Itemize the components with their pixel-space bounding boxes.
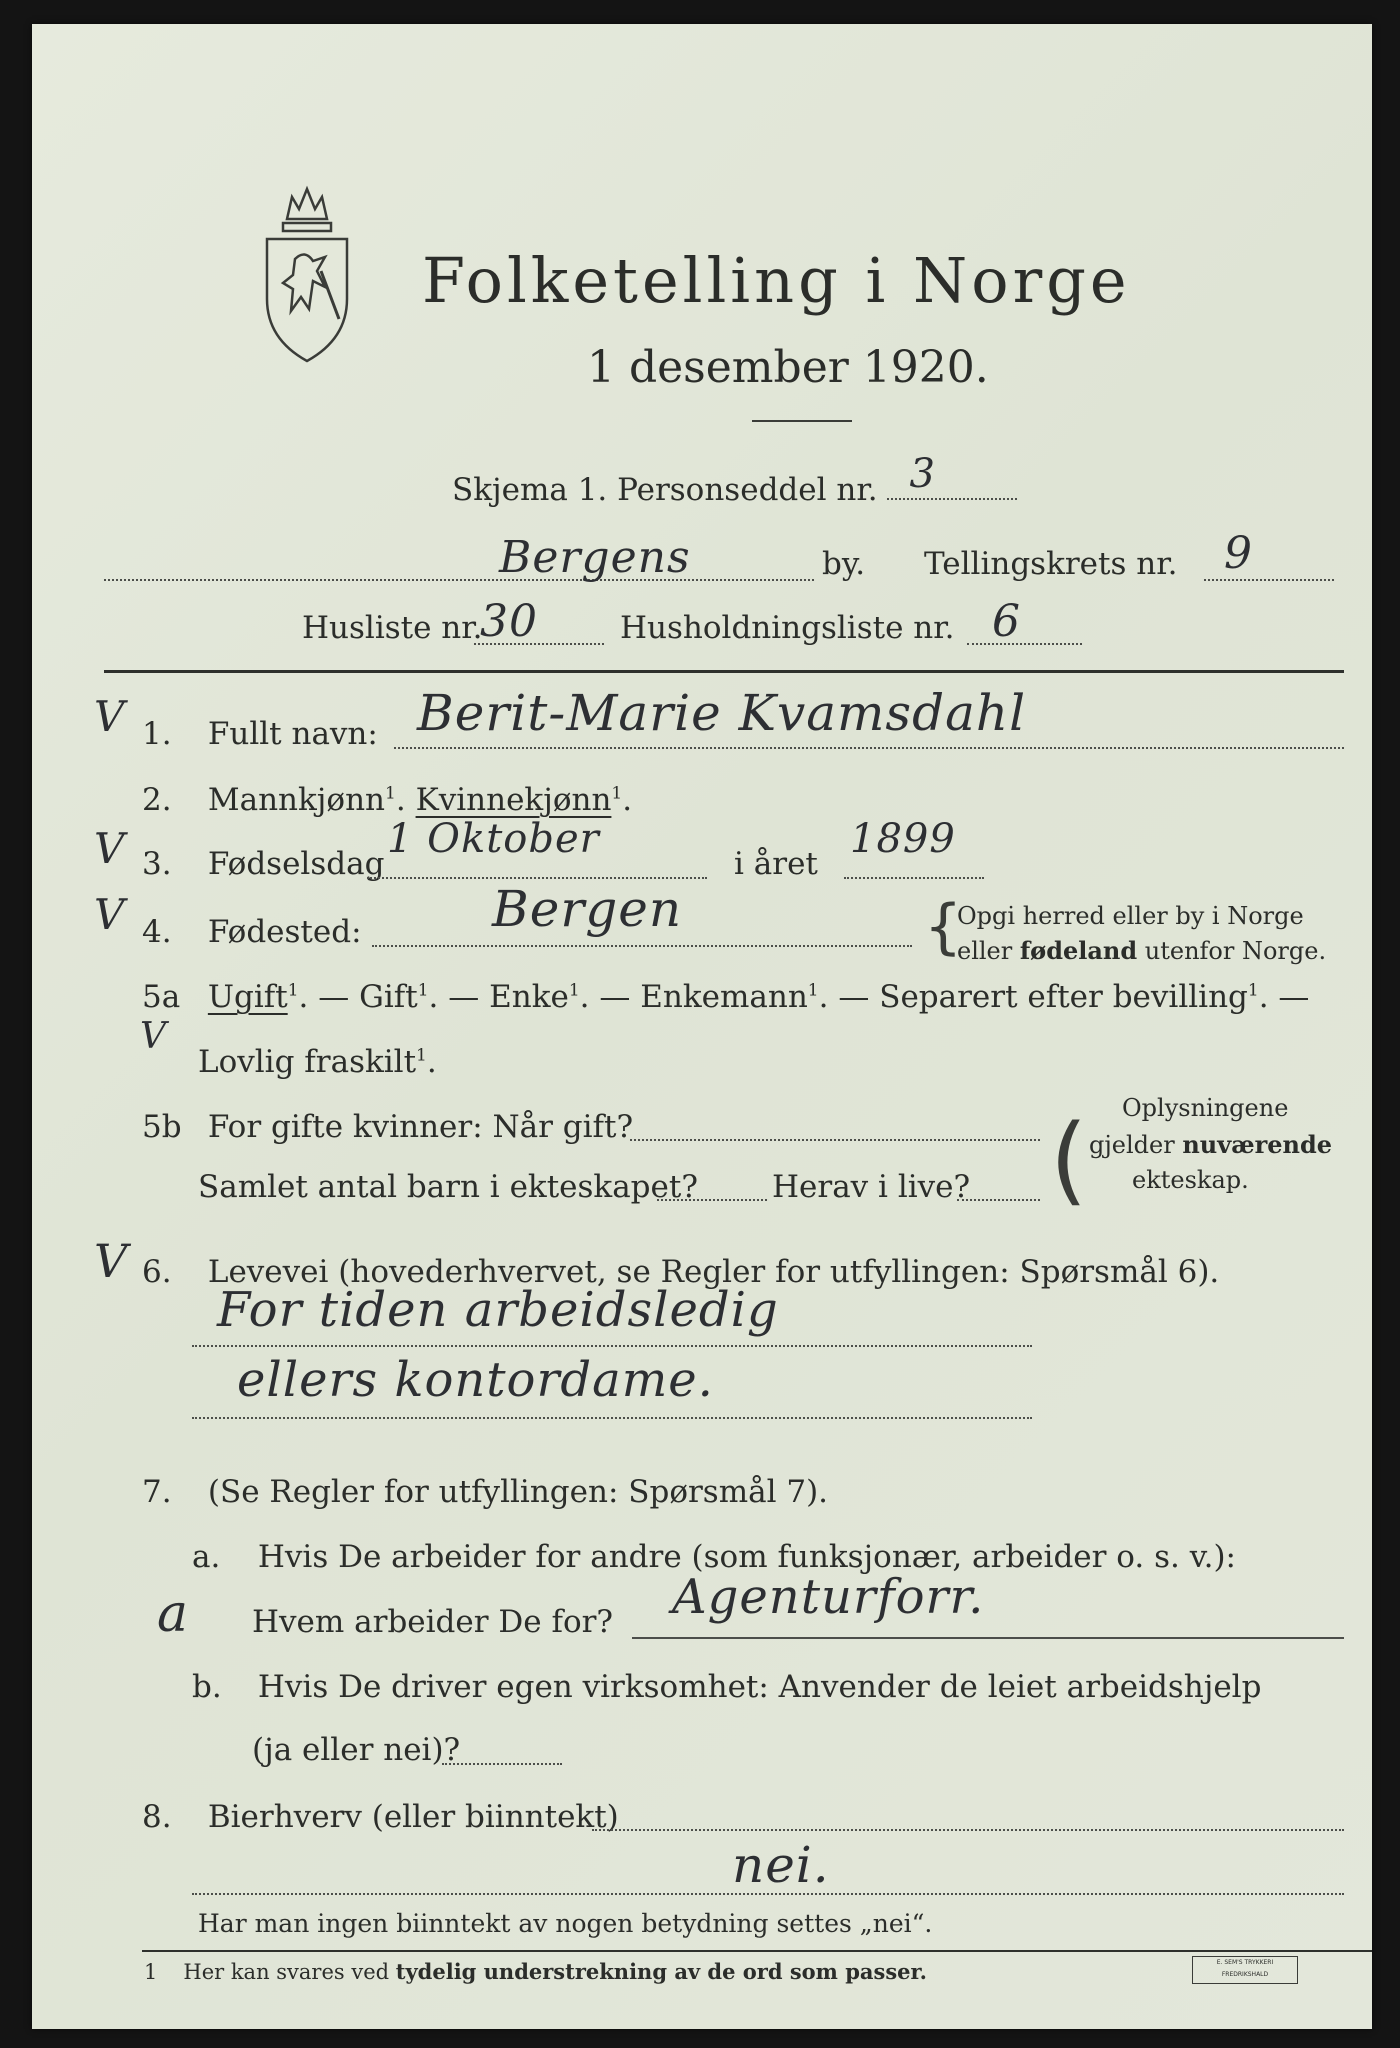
check-mark-q1: V [94,692,126,741]
birth-year-field[interactable] [844,876,984,879]
personseddel-nr: 3 [909,451,936,497]
option-lovlig-fraskilt[interactable]: Lovlig fraskilt [198,1044,417,1080]
footnote: 1 Her kan svares ved tydelig understrekning av de ord som passer. [144,1959,927,1984]
q4-number: 4. [142,914,172,950]
husliste-nr: 30 [480,596,538,647]
personseddel-nr-field[interactable] [887,451,1017,500]
option-enke[interactable]: Enke [489,979,569,1015]
q7b-question: (ja eller nei)? [252,1732,461,1768]
tellingskrets-nr: 9 [1224,528,1253,579]
q7a-text: Hvis De arbeider for andre (som funksjonær, arbeider o. s. v.): [257,1539,1236,1575]
footnote-mark: 1 [144,1960,158,1984]
q5b-label-children: Samlet antal barn i ekteskapet? [198,1169,698,1205]
occupation-answer-line1: For tiden arbeidsledig [217,1282,779,1338]
q4-label: Fødested: [207,914,362,950]
q2-number: 2. [142,782,172,818]
employer-answer: Agenturforr. [672,1569,985,1625]
q1-number: 1. [142,716,172,752]
check-mark-q5a: V [140,1016,167,1057]
q5b-note-brace: ( [1050,1104,1088,1216]
census-form-sheet: Folketelling i Norge 1 desember 1920. Skjema 1. Personseddel nr. 3 Bergens by. Tellingskrets nr. 9 Husliste nr. 30 Husholdningsliste nr. 6 V 1. Fullt navn: Berit-Marie Kvamsdahl 2. Mannkjønn$^1$. Kvinnekjønn$^1$. V 3. Fødselsdag 1 Oktober i året 1899 V 4. Fødested: Bergen { Opgi herred eller by i Norge eller fødeland utenfor Norge. V 5a Ugift$^1$. — Gift$^1$. — Enke$^1$. — Enkemann$^1$. — Separert efter bevilling$^1$. — Lovlig fraskilt$^1$. 5b For gifte kvinner: Når gift? Samlet antal barn i ekteskapet? Herav i live? ( Oplysningene gjelder nuværende ekteskap. V 6. Levevei (hovederhvervet, se Regler for utfyllingen: Spørsmål 6). For tiden arbeidsledig ellers kontordame. 7. (Se Regler for utfyllingen: Spørsmål 7). a. Hvis De arbeider for andre (som funksjonær, arbeider o. s. v.): a Hvem arbeider De for? Agenturforr. b. Hvis De driver egen virksomhet: Anvender de leiet arbeidshjelp (ja eller nei)? 8. Bierhverv (eller biinntekt) nei. Har man ingen biinntekt av nogen betydning settes „nei“. 1 Her kan svares ved tydelig understrekning av de ord som passer. E. SEM'S TRYKKERI FREDRIKSHALD [32,24,1372,2029]
q4-note-line2: eller fødeland utenfor Norge. [957,936,1327,965]
form-date: 1 desember 1920. [587,342,989,393]
occupation-answer-line2: ellers kontordame. [237,1352,714,1408]
side-income-answer: nei. [732,1836,830,1894]
option-enkemann[interactable]: Enkemann [640,979,808,1015]
children-alive-field[interactable] [957,1198,1040,1201]
q8-number: 8. [142,1799,172,1835]
option-gift[interactable]: Gift [359,979,418,1015]
footnote-divider [142,1950,1372,1952]
birthday-field[interactable] [367,876,707,879]
note-nei: Har man ingen biinntekt av nogen betydning settes „nei“. [198,1909,933,1938]
side-income-line1[interactable] [592,1828,1344,1831]
q8-label: Bierhverv (eller biinntekt) [207,1799,619,1835]
birthday-value: 1 Oktober [387,816,600,862]
q6-number: 6. [142,1254,172,1290]
q3-number: 3. [142,846,172,882]
option-mannkjonn[interactable]: Mannkjønn [207,782,386,818]
title-divider [752,420,852,422]
q5b-label-alive: Herav i live? [772,1169,971,1205]
husliste-label: Husliste nr. [302,610,483,646]
q7-number: 7. [142,1474,172,1510]
check-mark-q7a: a [157,1584,190,1644]
hired-help-field[interactable] [442,1762,562,1765]
q5b-number: 5b [142,1109,182,1145]
norwegian-coat-of-arms-icon [247,179,367,369]
option-separert[interactable]: Separert efter bevilling [879,979,1248,1015]
children-count-field[interactable] [657,1198,767,1201]
birthplace-value: Bergen [492,880,683,938]
q1-label: Fullt navn: [207,716,378,752]
year-label: i året [734,846,818,882]
full-name-field[interactable] [394,746,1344,749]
birthplace-field[interactable] [372,944,912,947]
employer-field[interactable] [632,1636,1344,1639]
married-date-field[interactable] [630,1138,1040,1141]
q5a-number: 5a [142,979,181,1015]
option-ugift-selected[interactable]: Ugift [207,979,288,1015]
q7a-letter: a. [192,1539,221,1575]
husholdning-nr: 6 [992,596,1021,647]
birth-year-value: 1899 [850,816,956,862]
town-name: Bergens [499,532,691,583]
full-name-value: Berit-Marie Kvamsdahl [417,684,1027,742]
option-kvinnekjonn-selected[interactable]: Kvinnekjønn [415,782,612,818]
q7b-text: Hvis De driver egen virksomhet: Anvender de leiet arbeidshjelp [257,1669,1262,1705]
by-label: by. [822,546,866,582]
q7b-letter: b. [192,1669,222,1705]
husholdning-label: Husholdningsliste nr. [620,610,955,646]
form-title: Folketelling i Norge [422,244,1131,317]
q7a-question: Hvem arbeider De for? [252,1604,614,1640]
q7-label: (Se Regler for utfyllingen: Spørsmål 7). [207,1474,829,1510]
section-divider [104,670,1344,673]
printer-stamp: E. SEM'S TRYKKERI FREDRIKSHALD [1192,1956,1298,1984]
check-mark-q4: V [94,890,126,939]
check-mark-q3: V [94,824,126,873]
q4-note-brace: { [924,892,963,962]
q5b-note-line1: Oplysningene [1122,1094,1289,1122]
q5b-note-line2: gjelder nuværende [1089,1130,1333,1159]
husholdning-field[interactable] [967,642,1082,645]
skjema-label: Skjema 1. Personseddel nr. [452,472,878,508]
occupation-line2[interactable] [192,1416,1032,1419]
q3-label: Fødselsdag [207,846,385,882]
q5b-note-line3: ekteskap. [1132,1166,1249,1194]
q5b-label-when-married: For gifte kvinner: Når gift? [207,1109,634,1145]
q4-note-line1: Opgi herred eller by i Norge [957,902,1304,930]
tellingskrets-label: Tellingskrets nr. [924,546,1178,582]
q6-label: Levevei (hovederhvervet, se Regler for utfyllingen: Spørsmål 6). [207,1254,1220,1290]
occupation-line1[interactable] [192,1344,1032,1347]
town-field[interactable] [104,578,814,581]
check-mark-q6: V [94,1234,129,1288]
